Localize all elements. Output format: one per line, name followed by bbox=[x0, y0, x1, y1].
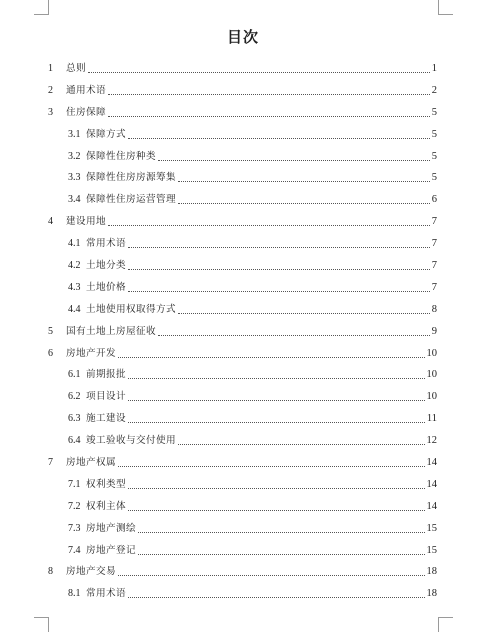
dot-leader bbox=[128, 421, 425, 423]
toc-entry-title: 权利类型 bbox=[86, 478, 126, 490]
dot-leader bbox=[158, 334, 430, 336]
toc-entry-number: 7 bbox=[48, 457, 53, 469]
toc-entry[interactable] bbox=[48, 321, 437, 343]
toc-entry-number: 3 bbox=[48, 106, 53, 118]
toc-entry-number: 3.1 bbox=[68, 128, 81, 140]
dot-leader bbox=[128, 596, 425, 598]
crop-mark-top-left bbox=[34, 0, 49, 15]
dot-leader bbox=[88, 71, 430, 73]
toc-entry-title: 竣工验收与交付使用 bbox=[86, 435, 176, 447]
toc-entry[interactable] bbox=[48, 211, 437, 233]
toc-entry-title: 房地产登记 bbox=[86, 544, 136, 556]
dot-leader bbox=[138, 531, 425, 533]
toc-entry[interactable] bbox=[48, 452, 437, 474]
dot-leader bbox=[118, 356, 425, 358]
toc-entry-number: 4.4 bbox=[68, 303, 81, 315]
toc-entry-title: 常用术语 bbox=[86, 238, 126, 250]
toc-entry-title: 权利主体 bbox=[86, 500, 126, 512]
toc-entry-page: 5 bbox=[431, 150, 437, 162]
toc-entry[interactable] bbox=[48, 233, 437, 255]
toc-entry-title: 常用术语 bbox=[86, 588, 126, 600]
toc-entry-title: 国有土地上房屋征收 bbox=[66, 325, 156, 337]
toc-entry-number: 8.1 bbox=[68, 588, 81, 600]
dot-leader bbox=[158, 159, 430, 161]
dot-leader bbox=[138, 553, 425, 555]
dot-leader bbox=[128, 290, 430, 292]
toc-entry-title: 前期报批 bbox=[86, 369, 126, 381]
toc-entry-number: 4.2 bbox=[68, 260, 81, 272]
toc-entry-number: 6.4 bbox=[68, 435, 81, 447]
toc-entry-page: 10 bbox=[426, 347, 437, 359]
toc-entry[interactable] bbox=[48, 277, 437, 299]
toc-entry[interactable] bbox=[48, 561, 437, 583]
toc-entry[interactable] bbox=[48, 408, 437, 430]
toc-entry-page: 6 bbox=[431, 194, 437, 206]
toc-entry-page: 18 bbox=[426, 588, 437, 600]
toc-entry-title: 土地分类 bbox=[86, 260, 126, 272]
toc-entry-number: 7.3 bbox=[68, 522, 81, 534]
toc-entry-number: 6 bbox=[48, 347, 53, 359]
toc-entry-title: 项目设计 bbox=[86, 391, 126, 403]
toc-entry-number: 3.2 bbox=[68, 150, 81, 162]
toc-entry-number: 8 bbox=[48, 566, 53, 578]
toc-entry[interactable] bbox=[48, 430, 437, 452]
toc-entry-page: 15 bbox=[426, 522, 437, 534]
toc-entry-title: 房地产测绘 bbox=[86, 522, 136, 534]
toc-entry[interactable] bbox=[48, 189, 437, 211]
dot-leader bbox=[108, 93, 430, 95]
toc-entry-page: 7 bbox=[431, 238, 437, 250]
toc-entry-number: 3.4 bbox=[68, 194, 81, 206]
toc-entry-page: 10 bbox=[426, 391, 437, 403]
dot-leader bbox=[108, 224, 430, 226]
toc-entry-title: 房地产交易 bbox=[66, 566, 116, 578]
toc-entry[interactable] bbox=[48, 386, 437, 408]
toc-entry-title: 建设用地 bbox=[66, 216, 106, 228]
toc-entry-page: 14 bbox=[426, 478, 437, 490]
toc-entry-page: 7 bbox=[431, 260, 437, 272]
dot-leader bbox=[128, 377, 425, 379]
toc-entry-page: 8 bbox=[431, 303, 437, 315]
toc-entry-page: 14 bbox=[426, 500, 437, 512]
dot-leader bbox=[128, 509, 425, 511]
crop-mark-bottom-left bbox=[34, 617, 49, 632]
toc-entry-page: 18 bbox=[426, 566, 437, 578]
toc-entry-title: 房地产权属 bbox=[66, 457, 116, 469]
toc-entry-title: 施工建设 bbox=[86, 413, 126, 425]
dot-leader bbox=[128, 137, 430, 139]
toc-entry-title: 总则 bbox=[66, 63, 86, 74]
toc-entry-page: 14 bbox=[426, 457, 437, 469]
toc-entry[interactable] bbox=[48, 102, 437, 124]
dot-leader bbox=[108, 115, 430, 117]
dot-leader bbox=[128, 399, 425, 401]
toc-entry-page: 5 bbox=[431, 106, 437, 118]
toc-entry-number: 1 bbox=[48, 63, 53, 74]
dot-leader bbox=[128, 246, 430, 248]
toc-entry-page: 1 bbox=[431, 63, 437, 74]
toc-entry-page: 5 bbox=[431, 128, 437, 140]
toc-entry[interactable] bbox=[48, 124, 437, 146]
toc-entry-title: 房地产开发 bbox=[66, 347, 116, 359]
dot-leader bbox=[128, 268, 430, 270]
toc-entry-title: 通用术语 bbox=[66, 84, 106, 96]
table-of-contents bbox=[48, 58, 437, 605]
crop-mark-top-right bbox=[438, 0, 453, 15]
toc-entry-page: 9 bbox=[431, 325, 437, 337]
crop-mark-bottom-right bbox=[438, 617, 453, 632]
toc-entry-number: 6.3 bbox=[68, 413, 81, 425]
toc-entry-title: 保障性住房种类 bbox=[86, 150, 156, 162]
dot-leader bbox=[178, 202, 430, 204]
toc-entry[interactable] bbox=[48, 80, 437, 102]
dot-leader bbox=[128, 487, 425, 489]
toc-entry[interactable] bbox=[48, 146, 437, 168]
dot-leader bbox=[118, 465, 425, 467]
toc-entry-number: 7.2 bbox=[68, 500, 81, 512]
dot-leader bbox=[178, 180, 430, 182]
toc-entry-number: 4 bbox=[48, 216, 53, 228]
toc-entry-number: 6.2 bbox=[68, 391, 81, 403]
toc-entry[interactable] bbox=[48, 540, 437, 562]
toc-entry-number: 3.3 bbox=[68, 172, 81, 184]
toc-entry-title: 保障性住房房源筹集 bbox=[86, 172, 176, 184]
toc-title: 目次 bbox=[226, 28, 259, 46]
toc-entry-page: 12 bbox=[426, 435, 437, 447]
toc-entry[interactable] bbox=[48, 255, 437, 277]
toc-entry[interactable] bbox=[48, 583, 437, 605]
toc-entry-title: 土地使用权取得方式 bbox=[86, 303, 176, 315]
toc-entry[interactable] bbox=[48, 343, 437, 365]
toc-entry[interactable] bbox=[48, 58, 437, 80]
toc-entry-number: 5 bbox=[48, 325, 53, 337]
toc-entry-page: 11 bbox=[426, 413, 437, 425]
toc-entry-title: 保障性住房运营管理 bbox=[86, 194, 176, 206]
toc-entry-number: 2 bbox=[48, 84, 53, 96]
toc-entry-page: 7 bbox=[431, 216, 437, 228]
toc-entry-title: 土地价格 bbox=[86, 281, 126, 293]
toc-entry-number: 6.1 bbox=[68, 369, 81, 381]
toc-entry-number: 4.1 bbox=[68, 238, 81, 250]
toc-entry[interactable] bbox=[48, 364, 437, 386]
toc-entry[interactable] bbox=[48, 496, 437, 518]
dot-leader bbox=[178, 443, 425, 445]
toc-entry-page: 5 bbox=[431, 172, 437, 184]
toc-entry[interactable] bbox=[48, 518, 437, 540]
toc-entry-page: 7 bbox=[431, 281, 437, 293]
dot-leader bbox=[178, 312, 430, 314]
toc-entry[interactable] bbox=[48, 474, 437, 496]
dot-leader bbox=[118, 574, 425, 576]
toc-entry-number: 7.4 bbox=[68, 544, 81, 556]
toc-entry-number: 4.3 bbox=[68, 281, 81, 293]
toc-entry-page: 15 bbox=[426, 544, 437, 556]
toc-entry[interactable] bbox=[48, 167, 437, 189]
toc-entry-page: 10 bbox=[426, 369, 437, 381]
toc-entry[interactable] bbox=[48, 299, 437, 321]
toc-entry-title: 住房保障 bbox=[66, 106, 106, 118]
toc-entry-title: 保障方式 bbox=[86, 128, 126, 140]
toc-entry-number: 7.1 bbox=[68, 478, 81, 490]
toc-entry-page: 2 bbox=[431, 84, 437, 96]
